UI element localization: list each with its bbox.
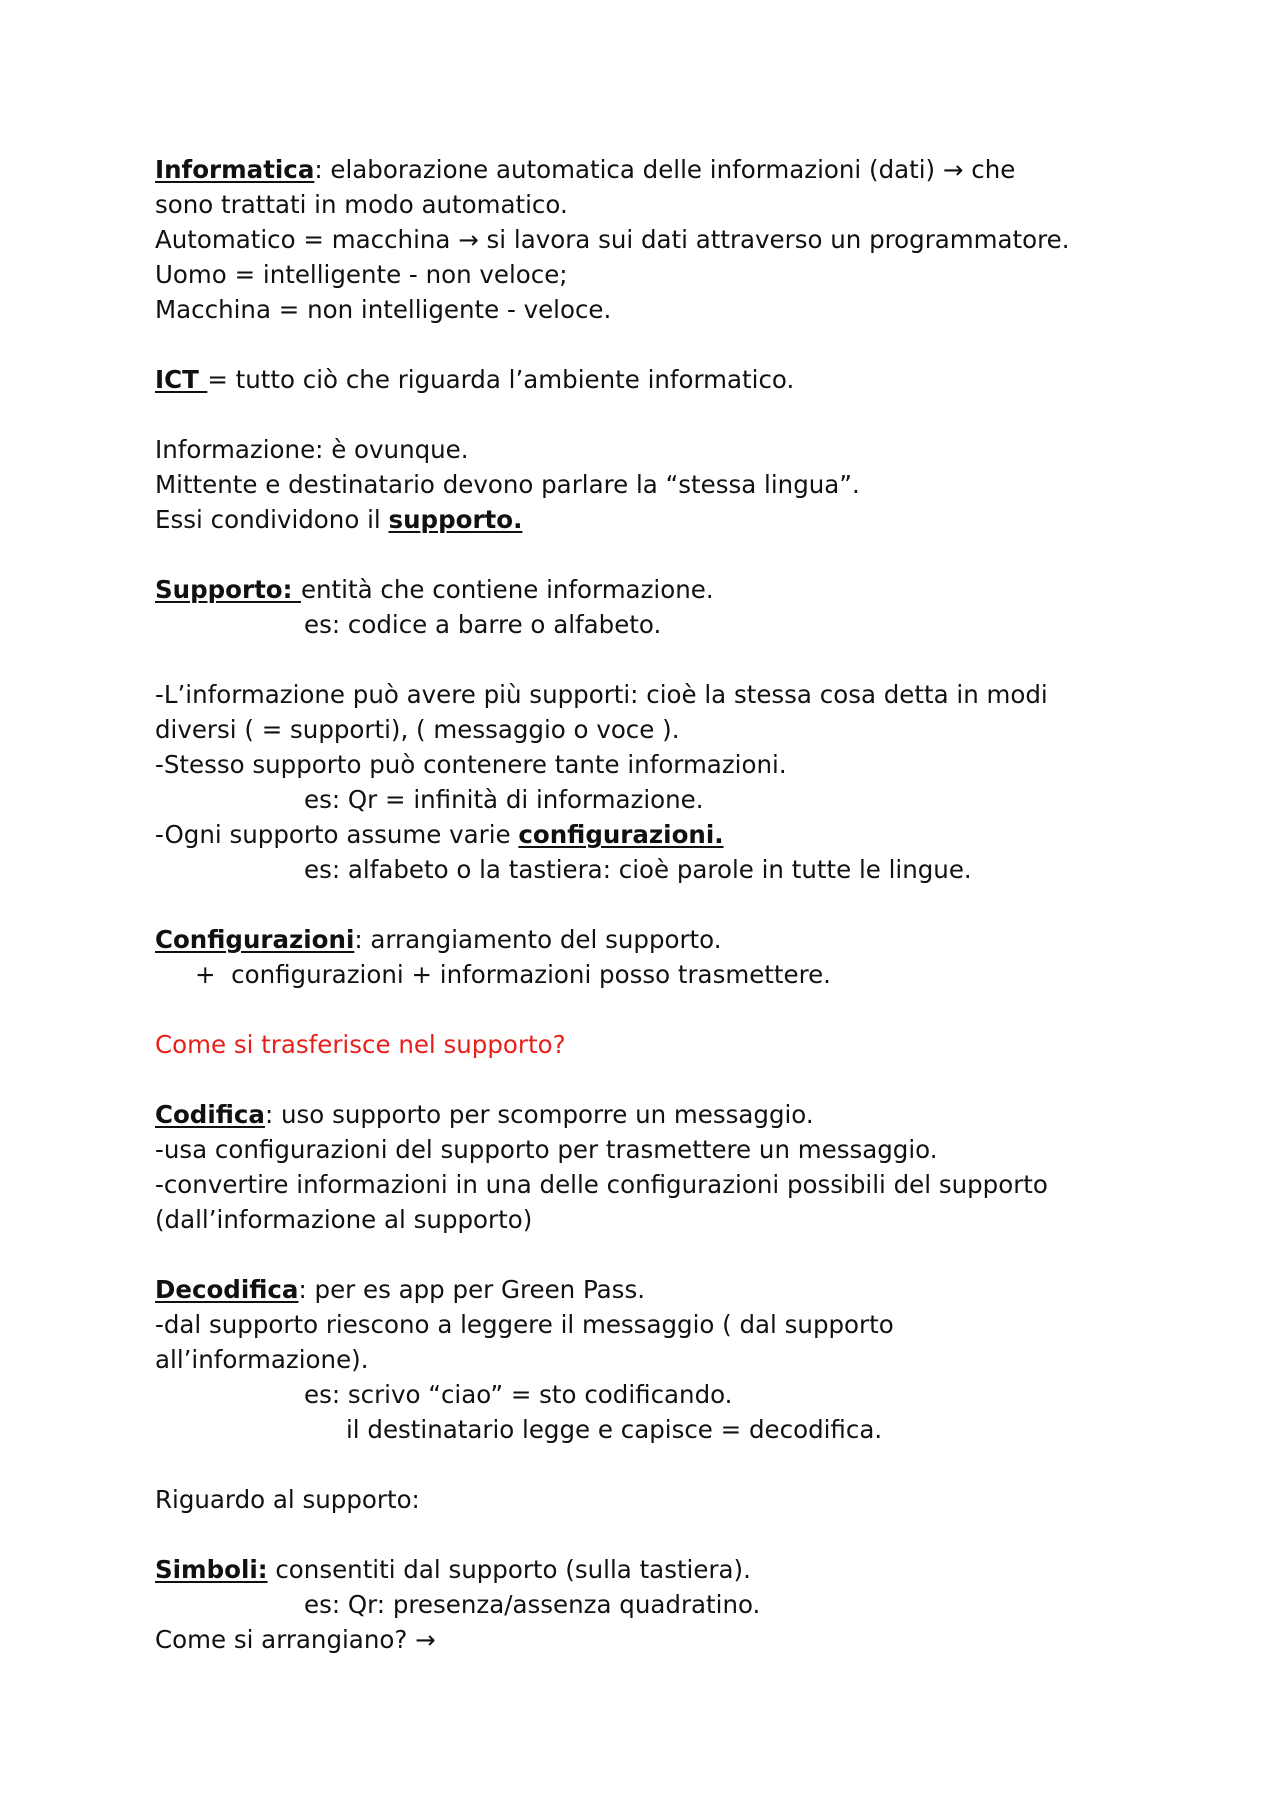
text-line: Riguardo al supporto: bbox=[155, 1485, 420, 1514]
term-configurazioni-inline: configurazioni. bbox=[518, 820, 724, 849]
ict-definition bbox=[155, 362, 1155, 397]
text-line: Come si arrangiano? → bbox=[155, 1625, 436, 1654]
example-line: es: codice a barre o alfabeto. bbox=[304, 610, 662, 639]
codifica-definition bbox=[155, 1097, 1155, 1132]
text-line: sono trattati in modo automatico. bbox=[155, 190, 568, 219]
supporto-definition bbox=[155, 572, 1155, 607]
points-text: -Ogni supporto assume varie bbox=[155, 820, 519, 849]
term-supporto: Supporto: bbox=[155, 575, 301, 604]
example-line: es: alfabeto o la tastiera: cioè parole in tutte le lingue. bbox=[304, 855, 972, 884]
text-line: all’informazione). bbox=[155, 1345, 369, 1374]
text-line: Automatico = macchina → si lavora sui dati attraverso un programmatore. bbox=[155, 225, 1070, 254]
text-line: Mittente e destinatario devono parlare la “stessa lingua”. bbox=[155, 470, 860, 499]
term-supporto-inline: supporto. bbox=[388, 505, 523, 534]
term-ict: ICT bbox=[155, 365, 208, 394]
simboli-definition bbox=[155, 1552, 1155, 1587]
red-question: Come si trasferisce nel supporto? bbox=[155, 1030, 566, 1059]
informatica-text: : elaborazione automatica delle informazioni (dati) → che bbox=[314, 155, 1016, 184]
informazione-text: Essi condividono il bbox=[155, 505, 389, 534]
term-simboli: Simboli: bbox=[155, 1555, 268, 1584]
text-line: -L’informazione può avere più supporti: cioè la stessa cosa detta in modi bbox=[155, 680, 1048, 709]
text-line: -Stesso supporto può contenere tante informazioni. bbox=[155, 750, 787, 779]
decodifica-definition bbox=[155, 1272, 1155, 1307]
text-line bbox=[155, 502, 1155, 537]
text-line: Macchina = non intelligente - veloce. bbox=[155, 295, 612, 324]
text-line: Informazione: è ovunque. bbox=[155, 435, 469, 464]
simboli-text: consentiti dal supporto (sulla tastiera). bbox=[267, 1555, 751, 1584]
configurazioni-text: : arrangiamento del supporto. bbox=[354, 925, 722, 954]
example-line: es: Qr = infinità di informazione. bbox=[304, 785, 704, 814]
informatica-definition bbox=[155, 152, 1155, 187]
example-line: es: Qr: presenza/assenza quadratino. bbox=[304, 1590, 761, 1619]
decodifica-text: : per es app per Green Pass. bbox=[298, 1275, 645, 1304]
ict-text: = tutto ciò che riguarda l’ambiente informatico. bbox=[207, 365, 795, 394]
term-decodifica: Decodifica bbox=[155, 1275, 299, 1304]
supporto-text: entità che contiene informazione. bbox=[300, 575, 714, 604]
document-page bbox=[155, 152, 1155, 1657]
text-line: diversi ( = supporti), ( messaggio o voce ). bbox=[155, 715, 680, 744]
codifica-text: : uso supporto per scomporre un messaggio. bbox=[264, 1100, 814, 1129]
text-line: Uomo = intelligente - non veloce; bbox=[155, 260, 568, 289]
text-line: -usa configurazioni del supporto per trasmettere un messaggio. bbox=[155, 1135, 938, 1164]
term-codifica: Codifica bbox=[155, 1100, 265, 1129]
text-line: -convertire informazioni in una delle configurazioni possibili del supporto bbox=[155, 1170, 1048, 1199]
text-line bbox=[155, 817, 1155, 852]
example-line: il destinatario legge e capisce = decodifica. bbox=[346, 1415, 883, 1444]
configurazioni-definition bbox=[155, 922, 1155, 957]
text-line: + configurazioni + informazioni posso trasmettere. bbox=[195, 960, 831, 989]
term-informatica: Informatica bbox=[155, 155, 315, 184]
example-line: es: scrivo “ciao” = sto codificando. bbox=[304, 1380, 733, 1409]
term-configurazioni: Configurazioni bbox=[155, 925, 355, 954]
text-line: -dal supporto riescono a leggere il messaggio ( dal supporto bbox=[155, 1310, 894, 1339]
text-line: (dall’informazione al supporto) bbox=[155, 1205, 533, 1234]
